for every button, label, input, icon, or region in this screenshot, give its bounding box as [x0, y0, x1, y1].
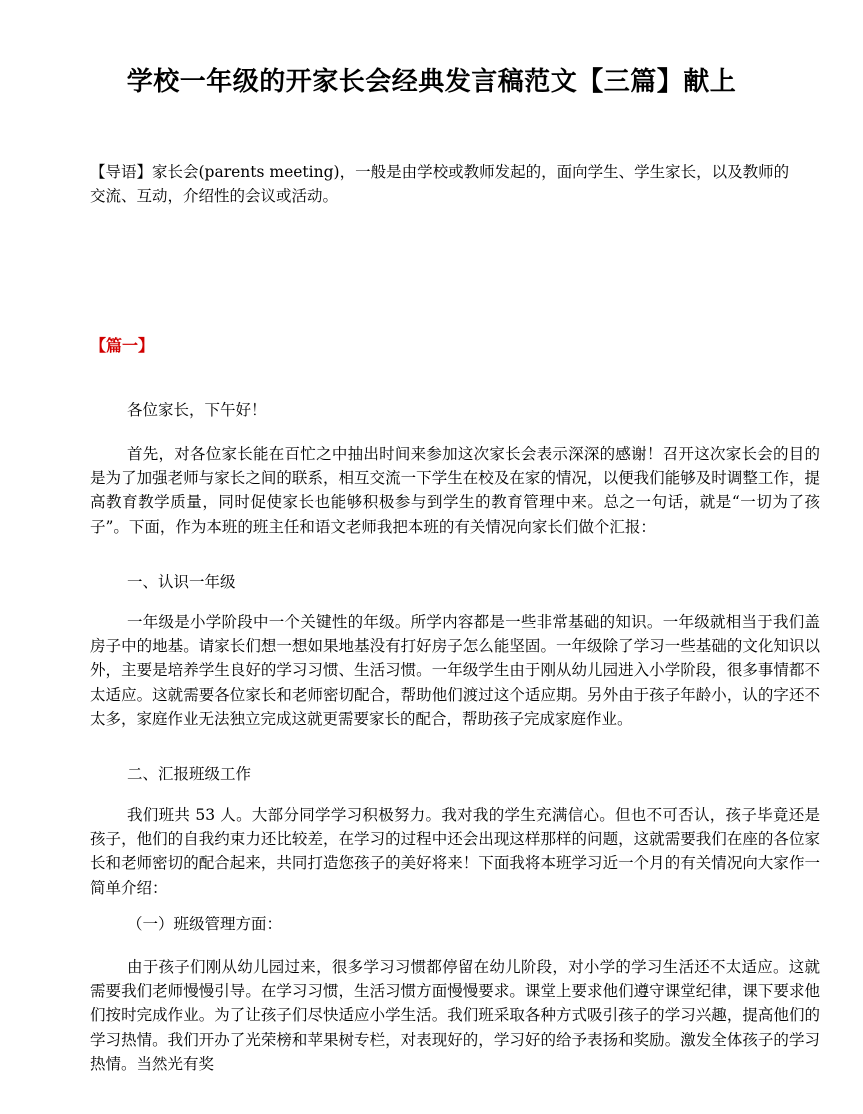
subheading-understand-grade-one: 一、认识一年级: [127, 573, 236, 591]
section-heading-part-one: 【篇一】: [90, 336, 155, 355]
class-management-paragraph: 由于孩子们刚从幼儿园过来，很多学习习惯都停留在幼儿阶段，对小学的学习生活还不太适应。这就需要我们老师慢慢引导。在学习习惯，生活习惯方面慢慢要求。课堂上要求他们遵守课堂纪律，课下要求他们按时完成作业。为了让孩子们尽快适应小学生活。我们班采取各种方式吸引孩子的学习兴趣，提高他们的学习热情。我们开办了光荣榜和苹果树专栏，对表现好的，学习好的给予表扬和奖励。激发全体孩子的学习热情。当然光有奖: [90, 958, 820, 1073]
subheading-class-management: （一）班级管理方面：: [127, 915, 283, 933]
document-title: 学校一年级的开家长会经典发言稿范文【三篇】献上: [126, 67, 737, 97]
grade-one-paragraph: 一年级是小学阶段中一个关键性的年级。所学内容都是一些非常基础的知识。一年级就相当于我们盖房子中的地基。请家长们想一想如果地基没有打好房子怎么能坚固。一年级除了学习一些基础的文化知识以外，主要是培养学生良好的学习习惯、生活习惯。一年级学生由于刚从幼儿园进入小学阶段，很多事情都不太适应。这就需要各位家长和老师密切配合，帮助他们渡过这个适应期。另外由于孩子年龄小，认的字还不太多，家庭作业无法独立完成这就更需要家长的配合，帮助孩子完成家庭作业。: [90, 613, 820, 728]
greeting-paragraph: 各位家长，下午好！: [127, 401, 267, 419]
intro-paragraph: 【导语】家长会(parents meeting)，一般是由学校或教师发起的，面向学生、学生家长，以及教师的交流、互动，介绍性的会议或活动。: [90, 163, 790, 205]
class-report-paragraph: 我们班共 53 人。大部分同学学习积极努力。我对我的学生充满信心。但也不可否认，孩子毕竟还是孩子，他们的自我约束力还比较差，在学习的过程中还会出现这样那样的问题，这就需要我们在座的各位家长和老师密切的配合起来，共同打造您孩子的美好将来！下面我将本班学习近一个月的有关情况向大家作一简单介绍：: [90, 806, 820, 897]
subheading-class-report: 二、汇报班级工作: [127, 765, 252, 783]
opening-paragraph: 首先，对各位家长能在百忙之中抽出时间来参加这次家长会表示深深的感谢！召开这次家长会的目的是为了加强老师与家长之间的联系，相互交流一下学生在校及在家的情况，以便我们能够及时调整工作，提高教育教学质量，同时促使家长也能够积极参与到学生的教育管理中来。总之一句话，就是“一切为了孩子”。下面，作为本班的班主任和语文老师我把本班的有关情况向家长们做个汇报：: [90, 445, 820, 536]
